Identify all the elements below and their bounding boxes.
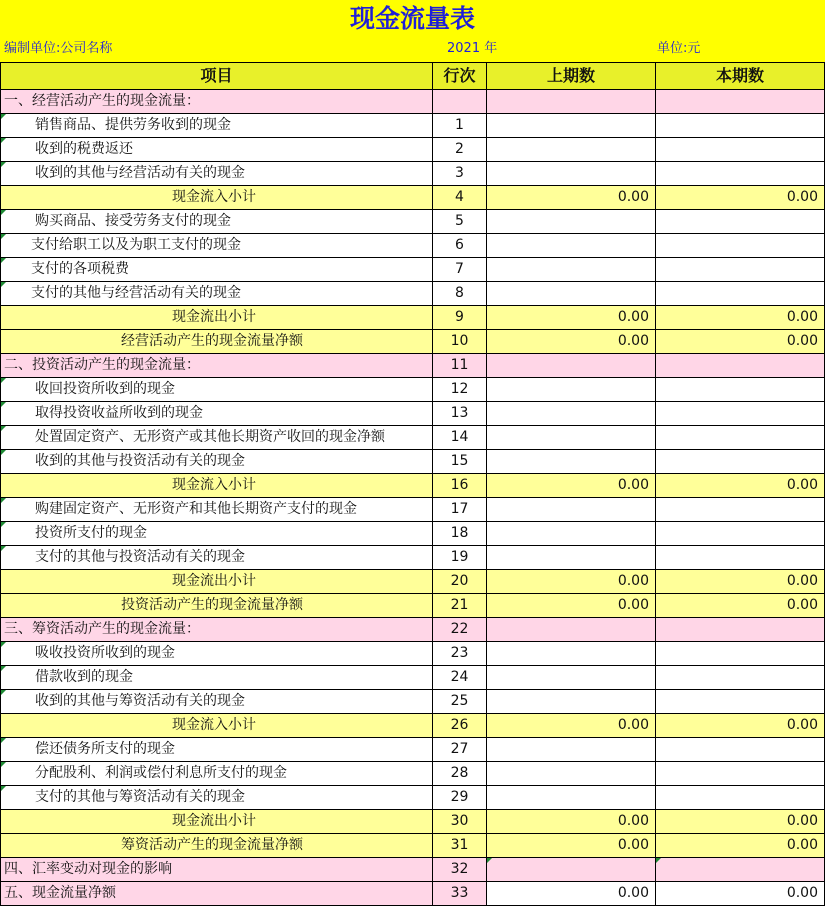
comment-flag-icon xyxy=(1,258,6,263)
table-row xyxy=(1,810,825,834)
cell-current-period[interactable] xyxy=(656,762,825,786)
comment-flag-icon xyxy=(1,234,6,239)
cell-item[interactable]: 五、现金流量净额 xyxy=(1,882,433,906)
cell-current-period[interactable] xyxy=(656,162,825,186)
cell-line-no[interactable]: 12 xyxy=(433,378,487,402)
cell-prior-period[interactable]: 0.00 xyxy=(487,474,656,498)
cell-prior-period[interactable] xyxy=(487,402,656,426)
cell-current-period[interactable]: 0.00 xyxy=(656,834,825,858)
cash-flow-table xyxy=(0,62,825,906)
cell-line-no[interactable]: 28 xyxy=(433,762,487,786)
cell-item[interactable]: 支付的其他与筹资活动有关的现金 xyxy=(1,786,433,810)
table-row xyxy=(1,354,825,378)
table-row xyxy=(1,378,825,402)
cell-line-no[interactable]: 6 xyxy=(433,234,487,258)
cell-item[interactable]: 投资活动产生的现金流量净额 xyxy=(1,594,433,618)
table-row xyxy=(1,330,825,354)
cell-item[interactable]: 支付的其他与投资活动有关的现金 xyxy=(1,546,433,570)
cell-current-period[interactable]: 0.00 xyxy=(656,186,825,210)
table-row xyxy=(1,138,825,162)
cell-current-period[interactable]: 0.00 xyxy=(656,594,825,618)
table-row xyxy=(1,234,825,258)
cell-item[interactable]: 一、经营活动产生的现金流量： xyxy=(1,90,433,114)
table-row xyxy=(1,162,825,186)
cell-current-period[interactable] xyxy=(656,498,825,522)
cell-prior-period[interactable] xyxy=(487,114,656,138)
cell-line-no[interactable]: 4 xyxy=(433,186,487,210)
cell-line-no[interactable]: 32 xyxy=(433,858,487,882)
table-row xyxy=(1,306,825,330)
table-row xyxy=(1,426,825,450)
cell-line-no[interactable]: 13 xyxy=(433,402,487,426)
table-row xyxy=(1,570,825,594)
cell-item[interactable]: 收到的税费返还 xyxy=(1,138,433,162)
cell-prior-period[interactable]: 0.00 xyxy=(487,810,656,834)
table-row xyxy=(1,186,825,210)
cell-line-no[interactable]: 18 xyxy=(433,522,487,546)
table-row xyxy=(1,762,825,786)
cell-item[interactable]: 分配股利、利润或偿付利息所支付的现金 xyxy=(1,762,433,786)
table-row xyxy=(1,498,825,522)
cell-current-period[interactable] xyxy=(656,282,825,306)
cell-prior-period[interactable] xyxy=(487,282,656,306)
cell-line-no[interactable]: 8 xyxy=(433,282,487,306)
cell-line-no[interactable]: 7 xyxy=(433,258,487,282)
column-header-prior-period[interactable]: 上期数 xyxy=(487,63,656,90)
cell-prior-period[interactable] xyxy=(487,762,656,786)
cell-item[interactable]: 支付给职工以及为职工支付的现金 xyxy=(1,234,433,258)
cell-current-period[interactable] xyxy=(656,546,825,570)
cell-current-period[interactable]: 0.00 xyxy=(656,330,825,354)
cell-current-period[interactable] xyxy=(656,522,825,546)
cell-prior-period[interactable]: 0.00 xyxy=(487,570,656,594)
cell-line-no[interactable]: 16 xyxy=(433,474,487,498)
cell-current-period[interactable]: 0.00 xyxy=(656,810,825,834)
table-header-row xyxy=(1,63,825,90)
comment-flag-icon xyxy=(1,690,6,695)
cell-line-no[interactable]: 10 xyxy=(433,330,487,354)
cell-line-no[interactable]: 31 xyxy=(433,834,487,858)
cell-line-no[interactable]: 30 xyxy=(433,810,487,834)
table-row xyxy=(1,738,825,762)
comment-flag-icon xyxy=(1,522,6,527)
cell-prior-period[interactable] xyxy=(487,522,656,546)
report-year: 2021 年 xyxy=(447,41,498,56)
cell-current-period[interactable] xyxy=(656,690,825,714)
cell-item[interactable]: 经营活动产生的现金流量净额 xyxy=(1,330,433,354)
cell-item[interactable]: 购买商品、接受劳务支付的现金 xyxy=(1,210,433,234)
cell-prior-period[interactable] xyxy=(487,498,656,522)
comment-flag-icon xyxy=(1,738,6,743)
table-row xyxy=(1,114,825,138)
table-row xyxy=(1,402,825,426)
comment-flag-icon xyxy=(1,498,6,503)
comment-flag-icon xyxy=(1,450,6,455)
cell-line-no[interactable]: 15 xyxy=(433,450,487,474)
cell-prior-period[interactable] xyxy=(487,162,656,186)
cell-item[interactable]: 四、汇率变动对现金的影响 xyxy=(1,858,433,882)
cell-current-period[interactable] xyxy=(656,354,825,378)
table-row xyxy=(1,546,825,570)
table-row xyxy=(1,642,825,666)
cell-line-no[interactable]: 3 xyxy=(433,162,487,186)
comment-flag-icon xyxy=(1,786,6,791)
table-row xyxy=(1,210,825,234)
cell-prior-period[interactable]: 0.00 xyxy=(487,306,656,330)
cell-item[interactable]: 二、投资活动产生的现金流量： xyxy=(1,354,433,378)
cell-current-period[interactable] xyxy=(656,234,825,258)
comment-flag-icon xyxy=(656,858,661,863)
cell-item[interactable]: 现金流入小计 xyxy=(1,714,433,738)
cell-current-period[interactable]: 0.00 xyxy=(656,306,825,330)
cell-item[interactable]: 支付的其他与经营活动有关的现金 xyxy=(1,282,433,306)
cell-prior-period[interactable]: 0.00 xyxy=(487,882,656,906)
cell-item[interactable]: 偿还债务所支付的现金 xyxy=(1,738,433,762)
table-row xyxy=(1,690,825,714)
cell-item[interactable]: 收到的其他与投资活动有关的现金 xyxy=(1,450,433,474)
cell-prior-period[interactable] xyxy=(487,426,656,450)
cell-item[interactable]: 筹资活动产生的现金流量净额 xyxy=(1,834,433,858)
cell-current-period[interactable] xyxy=(656,450,825,474)
comment-flag-icon xyxy=(1,426,6,431)
comment-flag-icon xyxy=(1,762,6,767)
cell-prior-period[interactable]: 0.00 xyxy=(487,594,656,618)
cell-current-period[interactable] xyxy=(656,378,825,402)
cell-line-no[interactable]: 22 xyxy=(433,618,487,642)
cell-current-period[interactable] xyxy=(656,618,825,642)
cell-line-no[interactable]: 21 xyxy=(433,594,487,618)
cell-line-no[interactable] xyxy=(433,90,487,114)
comment-flag-icon xyxy=(1,210,6,215)
currency-unit-label: 单位:元 xyxy=(657,41,701,56)
cell-item[interactable]: 借款收到的现金 xyxy=(1,666,433,690)
table-row xyxy=(1,858,825,882)
comment-flag-icon xyxy=(1,666,6,671)
cell-line-no[interactable]: 26 xyxy=(433,714,487,738)
comment-flag-icon xyxy=(487,858,492,863)
cell-current-period[interactable] xyxy=(656,402,825,426)
cell-current-period[interactable] xyxy=(656,258,825,282)
cell-item[interactable]: 处置固定资产、无形资产或其他长期资产收回的现金净额 xyxy=(1,426,433,450)
cell-line-no[interactable]: 27 xyxy=(433,738,487,762)
cell-item[interactable]: 收到的其他与经营活动有关的现金 xyxy=(1,162,433,186)
cell-prior-period[interactable] xyxy=(487,210,656,234)
cell-item[interactable]: 现金流入小计 xyxy=(1,186,433,210)
table-row xyxy=(1,714,825,738)
cell-current-period[interactable]: 0.00 xyxy=(656,882,825,906)
cell-line-no[interactable]: 2 xyxy=(433,138,487,162)
cell-prior-period[interactable] xyxy=(487,138,656,162)
comment-flag-icon xyxy=(1,402,6,407)
cell-item[interactable]: 现金流出小计 xyxy=(1,306,433,330)
table-row xyxy=(1,282,825,306)
cell-line-no[interactable]: 11 xyxy=(433,354,487,378)
cell-item[interactable]: 投资所支付的现金 xyxy=(1,522,433,546)
table-row xyxy=(1,258,825,282)
cell-line-no[interactable]: 14 xyxy=(433,426,487,450)
comment-flag-icon xyxy=(1,138,6,143)
table-row xyxy=(1,450,825,474)
cell-item[interactable]: 取得投资收益所收到的现金 xyxy=(1,402,433,426)
cell-prior-period[interactable] xyxy=(487,234,656,258)
cell-prior-period[interactable] xyxy=(487,858,656,882)
cell-prior-period[interactable]: 0.00 xyxy=(487,330,656,354)
cell-line-no[interactable]: 1 xyxy=(433,114,487,138)
cell-item[interactable]: 购建固定资产、无形资产和其他长期资产支付的现金 xyxy=(1,498,433,522)
column-header-item[interactable]: 项目 xyxy=(1,63,433,90)
comment-flag-icon xyxy=(1,282,6,287)
cell-line-no[interactable]: 19 xyxy=(433,546,487,570)
cell-prior-period[interactable] xyxy=(487,258,656,282)
cell-prior-period[interactable] xyxy=(487,666,656,690)
cell-current-period[interactable] xyxy=(656,738,825,762)
cell-prior-period[interactable] xyxy=(487,450,656,474)
cell-line-no[interactable]: 33 xyxy=(433,882,487,906)
cell-current-period[interactable] xyxy=(656,666,825,690)
cell-prior-period[interactable] xyxy=(487,642,656,666)
table-row xyxy=(1,882,825,906)
cell-current-period[interactable]: 0.00 xyxy=(656,474,825,498)
comment-flag-icon xyxy=(1,114,6,119)
cell-item[interactable]: 销售商品、提供劳务收到的现金 xyxy=(1,114,433,138)
table-row xyxy=(1,594,825,618)
cell-line-no[interactable]: 24 xyxy=(433,666,487,690)
cell-prior-period[interactable] xyxy=(487,378,656,402)
cell-current-period[interactable]: 0.00 xyxy=(656,570,825,594)
column-header-current-period[interactable]: 本期数 xyxy=(656,63,825,90)
reporting-entity-label: 编制单位:公司名称 xyxy=(4,41,113,56)
cell-prior-period[interactable] xyxy=(487,90,656,114)
cell-prior-period[interactable] xyxy=(487,786,656,810)
cell-item[interactable]: 收到的其他与筹资活动有关的现金 xyxy=(1,690,433,714)
cell-item[interactable]: 现金流出小计 xyxy=(1,810,433,834)
cell-item[interactable]: 收回投资所收到的现金 xyxy=(1,378,433,402)
cell-line-no[interactable]: 25 xyxy=(433,690,487,714)
table-row xyxy=(1,834,825,858)
cell-line-no[interactable]: 23 xyxy=(433,642,487,666)
cell-line-no[interactable]: 5 xyxy=(433,210,487,234)
cell-prior-period[interactable]: 0.00 xyxy=(487,714,656,738)
table-row xyxy=(1,90,825,114)
cell-current-period[interactable] xyxy=(656,426,825,450)
cell-prior-period[interactable] xyxy=(487,618,656,642)
table-row xyxy=(1,522,825,546)
comment-flag-icon xyxy=(1,546,6,551)
cell-line-no[interactable]: 9 xyxy=(433,306,487,330)
cell-item[interactable]: 现金流出小计 xyxy=(1,570,433,594)
table-body xyxy=(1,90,825,906)
cell-prior-period[interactable]: 0.00 xyxy=(487,834,656,858)
report-title: 现金流量表 xyxy=(349,4,475,33)
cell-line-no[interactable]: 29 xyxy=(433,786,487,810)
cell-prior-period[interactable] xyxy=(487,690,656,714)
cell-current-period[interactable] xyxy=(656,858,825,882)
cell-current-period[interactable] xyxy=(656,138,825,162)
cell-current-period[interactable] xyxy=(656,642,825,666)
cell-item[interactable]: 现金流入小计 xyxy=(1,474,433,498)
cell-current-period[interactable]: 0.00 xyxy=(656,714,825,738)
cell-current-period[interactable] xyxy=(656,90,825,114)
cell-item[interactable]: 支付的各项税费 xyxy=(1,258,433,282)
table-row xyxy=(1,786,825,810)
cell-line-no[interactable]: 20 xyxy=(433,570,487,594)
table-row xyxy=(1,474,825,498)
table-row xyxy=(1,666,825,690)
cell-prior-period[interactable] xyxy=(487,546,656,570)
comment-flag-icon xyxy=(1,162,6,167)
cell-line-no[interactable]: 17 xyxy=(433,498,487,522)
cell-current-period[interactable] xyxy=(656,114,825,138)
cell-prior-period[interactable] xyxy=(487,354,656,378)
cell-prior-period[interactable]: 0.00 xyxy=(487,186,656,210)
cell-current-period[interactable] xyxy=(656,210,825,234)
cell-current-period[interactable] xyxy=(656,786,825,810)
comment-flag-icon xyxy=(1,378,6,383)
comment-flag-icon xyxy=(1,642,6,647)
column-header-line-no[interactable]: 行次 xyxy=(433,63,487,90)
cell-item[interactable]: 三、筹资活动产生的现金流量： xyxy=(1,618,433,642)
cell-item[interactable]: 吸收投资所收到的现金 xyxy=(1,642,433,666)
table-row xyxy=(1,618,825,642)
cell-prior-period[interactable] xyxy=(487,738,656,762)
